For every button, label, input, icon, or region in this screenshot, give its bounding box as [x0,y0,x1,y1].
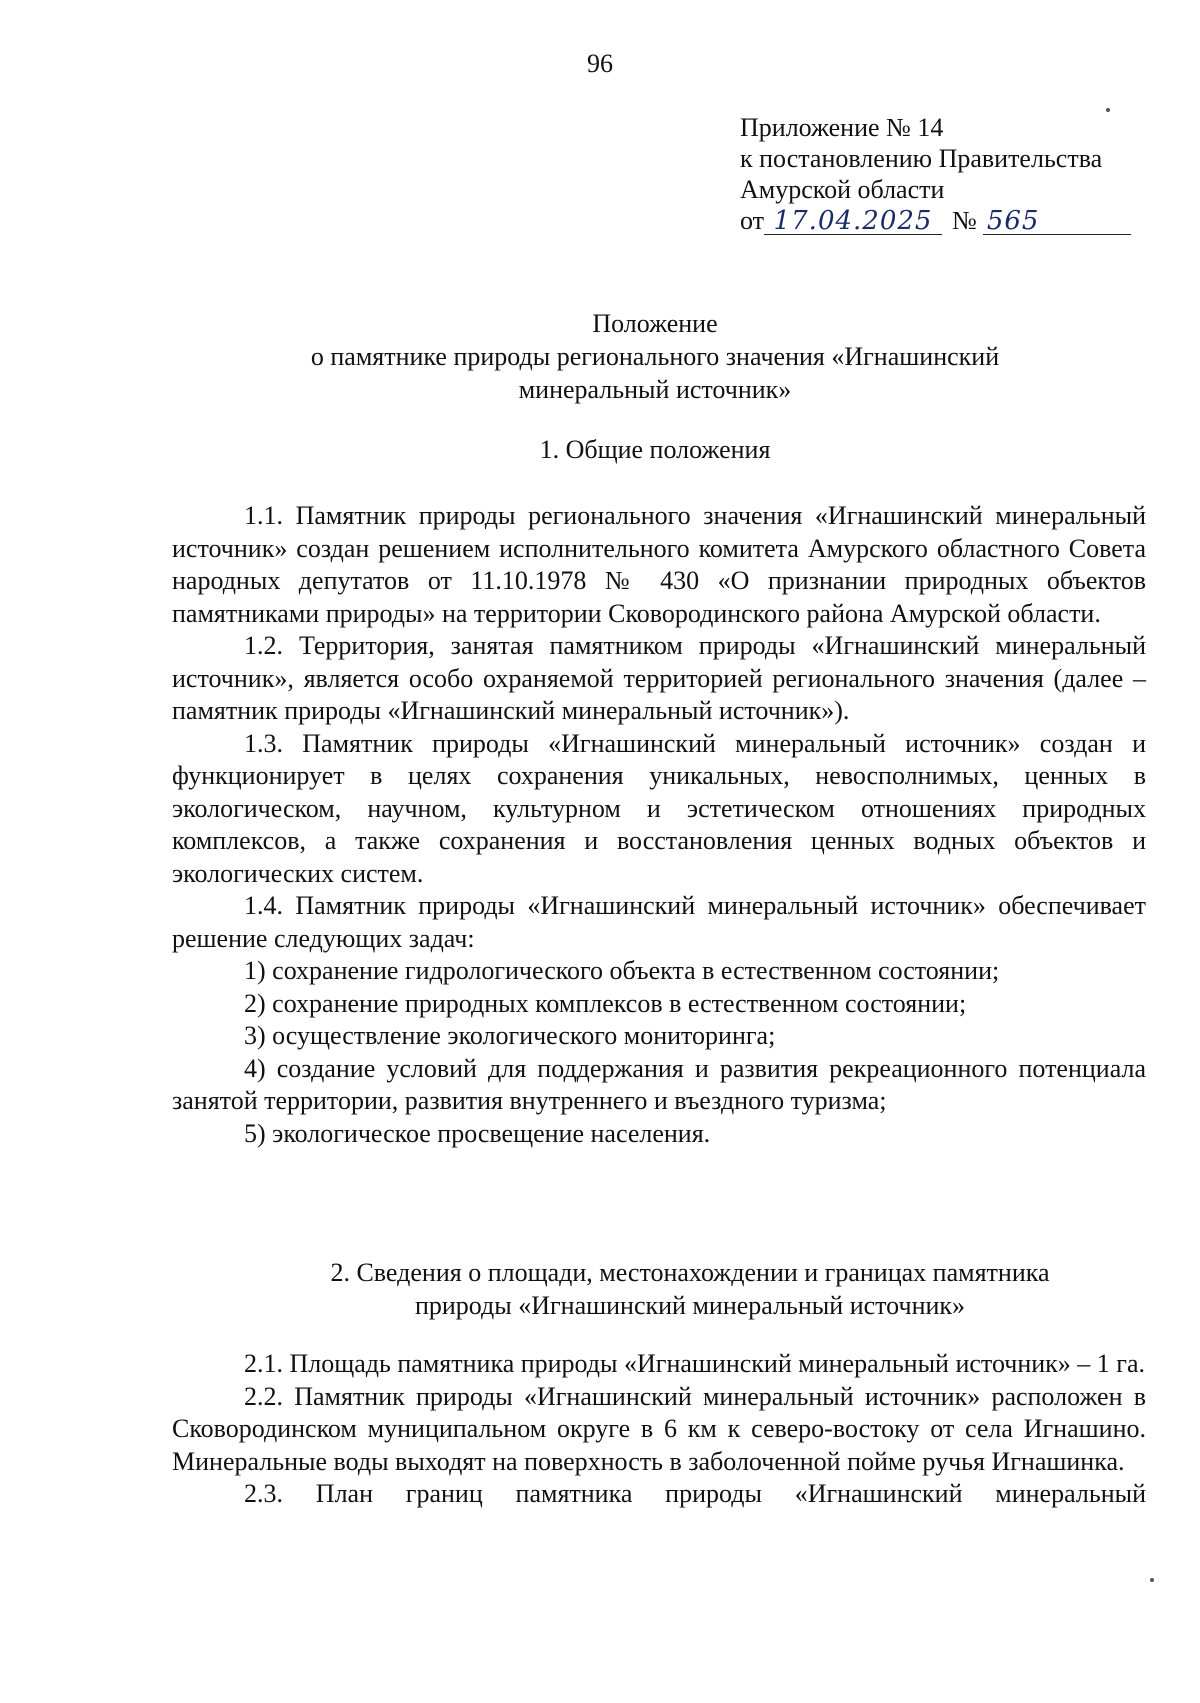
paragraph-2-1: 2.1. Площадь памятника природы «Игнашинский минеральный источник» – 1 га. [244,1349,1146,1378]
appendix-resolution-ref: к постановлению Правительства [740,144,1103,173]
appendix-region: Амурской области [740,175,945,204]
from-label: от [740,206,765,235]
task-item-5: 5) экологическое просвещение населения. [244,1118,711,1148]
appendix-date-number-line [740,205,1160,236]
document-title [170,307,1140,406]
section-2-heading-line-2: природы «Игнашинский минеральный источник» [414,1291,966,1320]
title-line-2: о памятнике природы регионального значения «Игнашинский [310,342,1000,371]
paragraph-1-1: 1.1. Памятник природы регионального значения «Игнашинский минеральный источник» создан решением исполнительного комитета Амурского областного Совета народных депутатов от 11.10.1978 № 430 «О признании природных объектов памятниками природы» на территории Сковородинского района Амурской области. [172,501,1146,628]
scan-speck [1150,1578,1154,1582]
title-line-1: Положение [592,309,718,338]
task-item-4: 4) создание условий для поддержания и развития рекреационного потенциала занятой территории, развития внутреннего и въездного туризма; [172,1053,1146,1115]
paragraph-1-2: 1.2. Территория, занятая памятником природы «Игнашинский минеральный источник», является особо охраняемой территорией регионального значения (далее – памятник природы «Игнашинский минеральный источник»). [172,631,1146,725]
title-line-3: минеральный источник» [518,375,792,404]
page-number: 96 [587,49,613,78]
scan-speck [1106,108,1110,112]
appendix-number: Приложение № 14 [740,113,944,142]
appendix-header [740,112,1160,236]
section-1-heading: 1. Общие положения [539,435,771,464]
task-item-2: 2) сохранение природных комплексов в естественном состоянии; [244,988,967,1018]
section-2-body [172,1348,1146,1511]
number-label: № [952,206,977,235]
section-1-body [172,500,1146,1150]
handwritten-number: 565 [983,208,1131,235]
task-item-1: 1) сохранение гидрологического объекта в естественном состоянии; [244,956,1000,985]
paragraph-1-4: 1.4. Памятник природы «Игнашинский минеральный источник» обеспечивает решение следующих задач: [172,891,1146,953]
section-2-heading [280,1256,1100,1322]
paragraph-1-3: 1.3. Памятник природы «Игнашинский минеральный источник» создан и функционирует в целях сохранения уникальных, невосполнимых, ценных в экологическом, научном, культурном и эстетическом отношениях природных комплексов, а также сохранения и восстановления ценных водных объектов и экологических систем. [172,728,1146,888]
paragraph-2-2: 2.2. Памятник природы «Игнашинский минеральный источник» расположен в Сковородинском муниципальном округе в 6 км к северо-востоку от села Игнашино. Минеральные воды выходят на поверхность в заболоченной пойме ручья Игнашинка. [172,1381,1146,1476]
handwritten-date: 17.04.2025 [764,208,942,235]
section-2-heading-line-1: 2. Сведения о площади, местонахождении и границах памятника [330,1258,1050,1287]
task-item-3: 3) осуществление экологического мониторинга; [244,1021,776,1050]
paragraph-2-3: 2.3. План границ памятника природы «Игнашинский минеральный [244,1479,1146,1508]
